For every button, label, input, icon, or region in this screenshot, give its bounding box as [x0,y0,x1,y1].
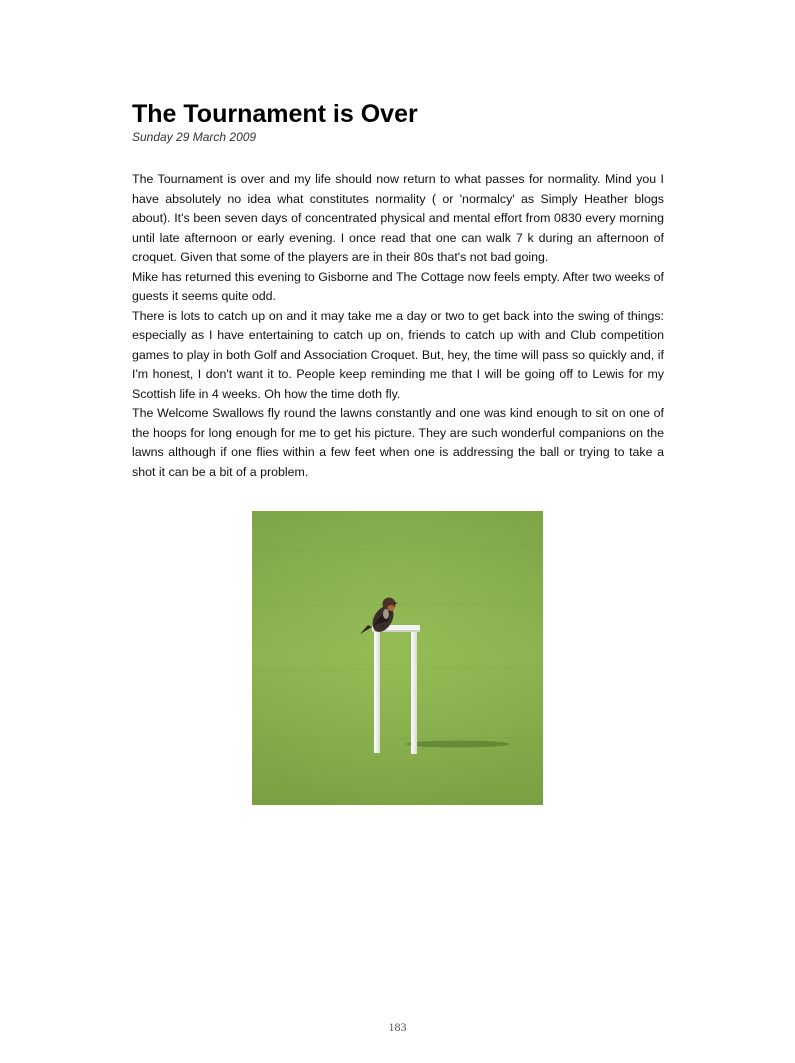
hoop-shadow [406,741,510,748]
swallow-photo [252,511,543,805]
paragraph: The Tournament is over and my life should now return to what passes for normality. Mind you I have absolutely no idea what constitutes normality ( or 'normalcy' as Simply Heather blogs about). It's been seven days of concentrated physical and mental effort from 0830 every morning until late afternoon or early evening. I once read that one can walk 7 k during an afternoon of croquet. Given that some of the players are in their 80s that's not bad going. [132,172,664,264]
paragraph: The Welcome Swallows fly round the lawns constantly and one was kind enough to sit on one of the hoops for long enough for me to get his picture. They are such wonderful companions on the lawns although if one flies within a few feet when one is addressing the ball or trying to take a shot it can be a bit of a problem. [132,406,664,479]
paragraph: There is lots to catch up on and it may take me a day or two to get back into the swing of things: especially as I have entertaining to catch up on, friends to catch up with and Club competition games to play in both Golf and Association Croquet. But, hey, the time will pass so quickly and, if I'm honest, I don't want it to. People keep reminding me that I will be going off to Lewis for my Scottish life in 4 weeks. Oh how the time doth fly. [132,308,664,401]
post-body [132,170,664,482]
photo-illustration [252,511,543,805]
blog-post [132,99,664,482]
page-number: 183 [388,1020,407,1034]
post-title: The Tournament is Over [132,100,418,128]
post-date: Sunday 29 March 2009 [132,130,257,144]
paragraph: Mike has returned this evening to Gisborne and The Cottage now feels empty. After two weeks of guests it seems quite odd. [132,269,664,303]
